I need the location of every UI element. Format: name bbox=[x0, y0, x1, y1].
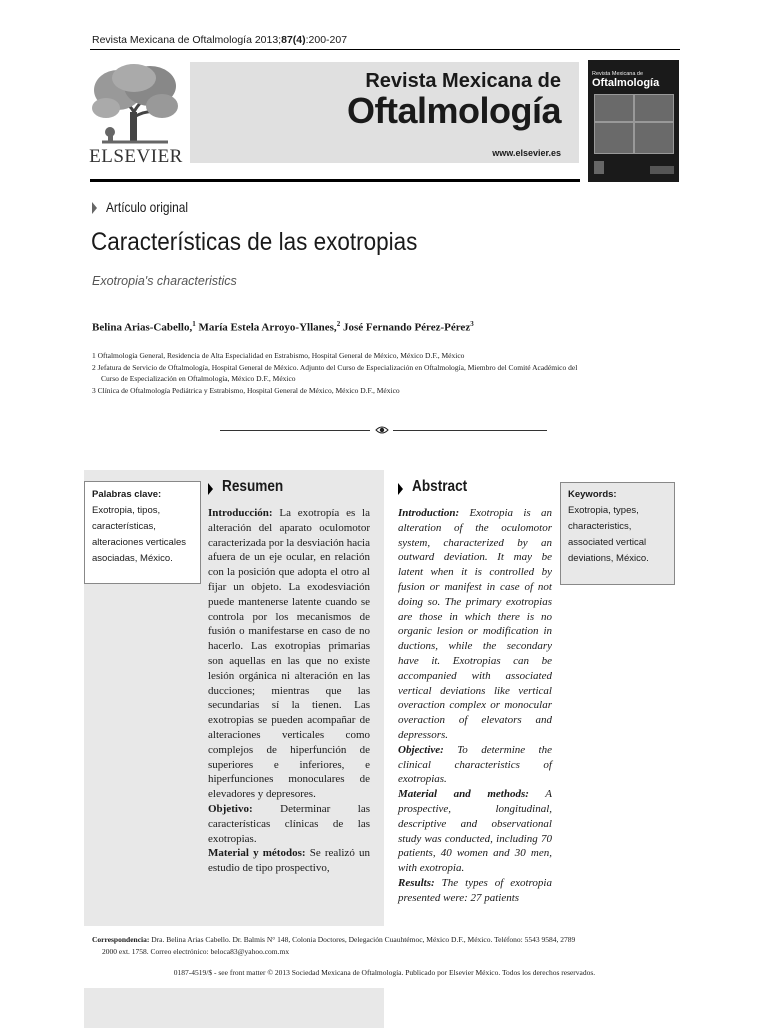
resumen-objective-text: Determinar las características clínicas de las exotropias. bbox=[208, 802, 370, 845]
article-subtitle: Exotropia's characteristics bbox=[92, 274, 237, 288]
affiliations bbox=[92, 350, 682, 396]
affiliation-3: 3 Clínica de Oftalmología Pediátrica y Estrabismo, Hospital General de México, México D.F., México bbox=[92, 385, 400, 395]
abstract-results-text: The types of exotropia presented were: 27 patients bbox=[398, 876, 552, 904]
eye-ornament-icon bbox=[375, 425, 389, 435]
cover-image bbox=[634, 94, 674, 122]
running-head: Revista Mexicana de Oftalmología 2013;87(4):200-207 bbox=[92, 34, 348, 46]
top-rule bbox=[90, 49, 680, 50]
journal-url: www.elsevier.es bbox=[492, 148, 561, 158]
keywords-es-text: Exotropia, tipos, características, alteraciones verticales asociadas, México. bbox=[92, 505, 186, 564]
journal-banner bbox=[190, 62, 579, 163]
article-title: Características de las exotropias bbox=[91, 228, 418, 256]
correspondence-label: Correspondencia: bbox=[92, 935, 150, 944]
correspondence bbox=[92, 934, 677, 957]
abstract-methods-label: Material and methods: bbox=[398, 788, 529, 801]
abstract-objective-text: To determine the clinical characteristics of exotropias. bbox=[398, 743, 552, 786]
keywords-en-box bbox=[560, 482, 675, 585]
keywords-es-box bbox=[84, 481, 201, 584]
triangle-marker-icon bbox=[208, 483, 213, 495]
resumen-intro-text: La exotropía es la alteración del aparato oculomotor caracterizada por la desviación hacia afuera de un eje ocular, en relación con la posición que adopta el otro al fijar un objeto. La exodesviación puede mantenerse latente cuando se controla por los mecanismos de fusión o manifestarse en caso de no hacerlo. Las exotropias primarias son aquellas en las que no existe lesión orgánica ni alteración en las ducciones; mientras que las secundarias sí la tienen. Las exotropias se pueden acompañar de alteraciones verticales como complejos de hiperfunción de superiores e inferiores, e hiperfunciones monoculares de elevadores y depresores. bbox=[208, 507, 370, 801]
cover-small-title: Revista Mexicana de bbox=[592, 71, 644, 77]
divider-line-right bbox=[393, 430, 547, 431]
triangle-marker-icon bbox=[92, 202, 97, 214]
correspondence-line1: Dra. Belina Arias Cabello. Dr. Balmis N° 148, Colonia Doctores, Delegación Cuauhtémoc, México D.F., México. Teléfono: 5543 9584, 2789 bbox=[149, 935, 576, 944]
abstract-results-label: Results: bbox=[398, 876, 435, 889]
keywords-en-text: Exotropia, types, characteristics, associated vertical deviations, México. bbox=[568, 505, 649, 564]
cover-image bbox=[634, 122, 674, 154]
author-affiliation-mark: 3 bbox=[470, 320, 474, 328]
author-name: José Fernando Pérez-Pérez bbox=[342, 321, 471, 334]
abstract-methods-text: A prospective, longitudinal, descriptive and observational study was conducted, including 70 patients, 40 women and 30 men, with exotropia. bbox=[398, 788, 552, 875]
author-name: Belina Arias-Cabello, bbox=[92, 321, 193, 334]
divider-line-left bbox=[220, 430, 370, 431]
resumen-intro-label: Introducción: bbox=[208, 507, 273, 519]
header-rule bbox=[90, 179, 580, 182]
triangle-marker-icon bbox=[398, 483, 403, 495]
cover-image bbox=[594, 94, 634, 122]
copyright-line: 0187-4519/$ - see front matter © 2013 Sociedad Mexicana de Oftalmología. Publicado por Elsevier México. Todos los derechos reservados. bbox=[173, 968, 596, 977]
abstract-objective-label: Objective: bbox=[398, 743, 444, 756]
resumen-objective-label: Objetivo: bbox=[208, 802, 253, 815]
affiliation-1: 1 Oftalmología General, Residencia de Alta Especialidad en Estrabismo, Hospital General de México, México D.F., México bbox=[92, 351, 465, 360]
resumen-methods-text: Se realizó un estudio de tipo prospectivo, bbox=[208, 847, 370, 875]
author-affiliation-mark: 1 bbox=[192, 320, 196, 328]
author-name: María Estela Arroyo-Yllanes, bbox=[198, 321, 337, 334]
affiliation-2: 2 Jefatura de Servicio de Oftalmología, Hospital General de México. Adjunto del Curso de Especialización en Oftalmología, Miembro del Comité Académico del bbox=[92, 362, 578, 372]
correspondence-line2: 2000 ext. 1758. Correo electrónico: beloca83@yahoo.com.mx bbox=[102, 946, 290, 956]
abstract-intro-text: Exotropia is an alteration of the oculomotor system, characterized by an outward deviation. It may be latent when it is controlled by fusion or manifest in case of not doing so. The primary exotropias are those in which there is no organic lesion or modification in ductions, while the secondary have it. Exotropias can be accompanied with associated vertical deviations like vertical overaction complex or monocular overaction of elevators and depressors. bbox=[398, 507, 552, 741]
publisher-name: ELSEVIER bbox=[89, 146, 183, 167]
journal-name-line1: Revista Mexicana de bbox=[365, 70, 561, 92]
cover-publisher-logo bbox=[594, 161, 604, 174]
author-affiliation-mark: 2 bbox=[336, 320, 341, 328]
abstract-intro-label: Introduction: bbox=[398, 507, 460, 519]
resumen-methods-label: Material y métodos: bbox=[208, 847, 306, 860]
journal-name-line2: Oftalmología bbox=[346, 90, 561, 131]
footer-panel bbox=[84, 988, 384, 1028]
cover-footer-mark bbox=[650, 166, 674, 174]
cover-title: Oftalmología bbox=[592, 77, 660, 89]
resumen-heading: Resumen bbox=[222, 478, 284, 495]
abstract-body bbox=[398, 506, 552, 906]
cover-image bbox=[594, 122, 634, 154]
author-list bbox=[92, 320, 474, 334]
abstract-heading: Abstract bbox=[412, 478, 468, 495]
affiliation-2-continued: Curso de Especialización en Oftalmología, México D.F., México bbox=[101, 374, 296, 383]
resumen-body bbox=[208, 506, 370, 876]
keywords-en-heading: Keywords: bbox=[568, 489, 617, 500]
journal-cover-thumbnail bbox=[588, 60, 679, 182]
article-type: Artículo original bbox=[106, 199, 189, 215]
keywords-es-heading: Palabras clave: bbox=[92, 489, 162, 500]
